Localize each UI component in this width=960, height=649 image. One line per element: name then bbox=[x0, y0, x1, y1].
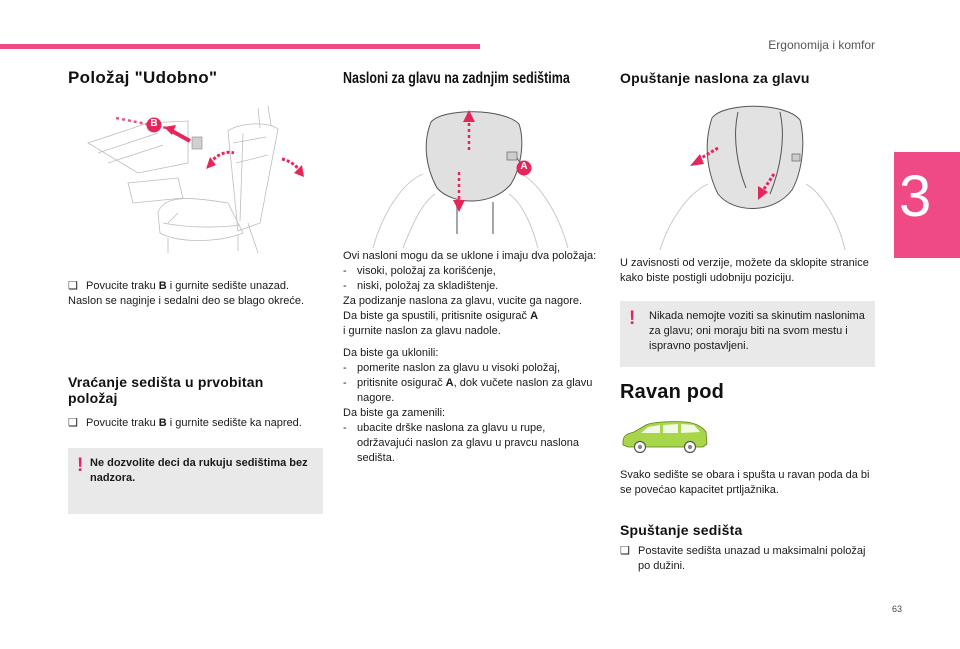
restore-instructions: ❑ Povucite traku B i gurnite sedište ka napred. bbox=[68, 417, 302, 429]
position-high: visoki, položaj za korišćenje, bbox=[357, 265, 496, 277]
checkbox-bullet-icon: ❑ bbox=[620, 545, 630, 557]
checkbox-bullet-icon: ❑ bbox=[68, 417, 78, 429]
replace-intro: Da biste ga zamenili: bbox=[343, 407, 446, 419]
position-low: niski, položaj za skladištenje. bbox=[357, 280, 499, 292]
label-b-marker: B bbox=[150, 118, 158, 129]
remove-step-1: pomerite naslon za glavu u visoki položaj, bbox=[357, 362, 561, 374]
lower-instruction: Da biste ga spustili, pritisnite osigurač A bbox=[343, 310, 539, 322]
lower-instruction-cont: i gurnite naslon za glavu nadole. bbox=[343, 325, 501, 337]
checkbox-bullet-icon: ❑ bbox=[68, 280, 78, 292]
flat-floor-title: Ravan pod bbox=[620, 381, 725, 403]
rear-headrests-title: Nasloni za glavu na zadnjim sedištima bbox=[343, 70, 570, 87]
seat-recline-illustration bbox=[68, 103, 323, 263]
raise-instruction: Za podizanje naslona za glavu, vucite ga nagore. bbox=[343, 295, 583, 307]
page-number: 63 bbox=[891, 604, 902, 614]
flat-floor-car-icon bbox=[620, 420, 710, 456]
warning-box-children bbox=[68, 448, 323, 514]
headrest-adjust-illustration bbox=[343, 102, 598, 248]
headrest-intro: Ovi nasloni mogu da se uklone i imaju dva položaja: bbox=[343, 250, 597, 262]
lower-seats-subtitle: Spuštanje sedišta bbox=[620, 522, 743, 538]
remove-intro: Da biste ga uklonili: bbox=[343, 347, 439, 359]
comfort-position-title: Položaj "Udobno" bbox=[68, 68, 218, 87]
warning-text: Ne dozvolite deci da rukuju sedištima bez nadzora. bbox=[90, 457, 308, 484]
header-accent-bar bbox=[0, 44, 480, 49]
warning-box-headrests bbox=[620, 301, 875, 367]
remove-step-2: pritisnite osigurač A, dok vučete naslon za glavu nagore. bbox=[357, 377, 593, 404]
headrest-instructions: Ovi nasloni mogu da se uklone i imaju dva položaja: - visoki, položaj za korišćenje, - niski, položaj za skladištenje. Za podizanje naslona za glavu, vucite ga nagore. Da biste ga spustili, pritisnite osigurač A i gurnite naslon za glavu nadole. Da biste ga uklonili: - pomerite naslon za glavu u visoki položaj, - pritisnite osigurač A, dok vučete naslon za glavu nagore. Da biste ga zamenili: - ubacite drške naslona za glavu u rupe, održavajući naslon za glavu u pravcu naslona sedišta. bbox=[343, 249, 601, 466]
headrest-relax-title: Opuštanje naslona za glavu bbox=[620, 70, 810, 86]
headrest-fold-illustration bbox=[620, 98, 875, 250]
warning-text: Nikada nemojte voziti sa skinutim naslonima za glavu; oni moraju biti na svom mestu i ispravno postavljeni. bbox=[649, 310, 865, 352]
replace-step-1: ubacite drške naslona za glavu u rupe, održavajući naslon za glavu u pravcu naslona sedišta. bbox=[357, 422, 579, 464]
label-a-marker: A bbox=[520, 161, 528, 172]
lower-seats-instructions: ❑ Postavite sedišta unazad u maksimalni položaj po dužini. bbox=[620, 545, 866, 572]
comfort-note: Naslon se naginje i sedalni deo se blago okreće. bbox=[68, 295, 305, 307]
restore-position-subtitle: Vraćanje sedišta u prvobitan položaj bbox=[68, 374, 264, 406]
flat-floor-text: Svako sedište se obara i spušta u ravan poda da bi se povećao kapacitet prtljažnika. bbox=[620, 469, 870, 496]
comfort-instructions: ❑ Povucite traku B i gurnite sedište unazad. Naslon se naginje i sedalni deo se blago okreće. bbox=[68, 279, 323, 309]
section-title: Ergonomija i komfor bbox=[768, 38, 875, 52]
warning-icon: ! bbox=[629, 308, 636, 329]
headrest-relax-text: U zavisnosti od verzije, možete da sklopite stranice kako biste postigli udobniju poziciju. bbox=[620, 257, 869, 284]
warning-icon: ! bbox=[77, 455, 84, 476]
chapter-number: 3 bbox=[899, 164, 932, 229]
